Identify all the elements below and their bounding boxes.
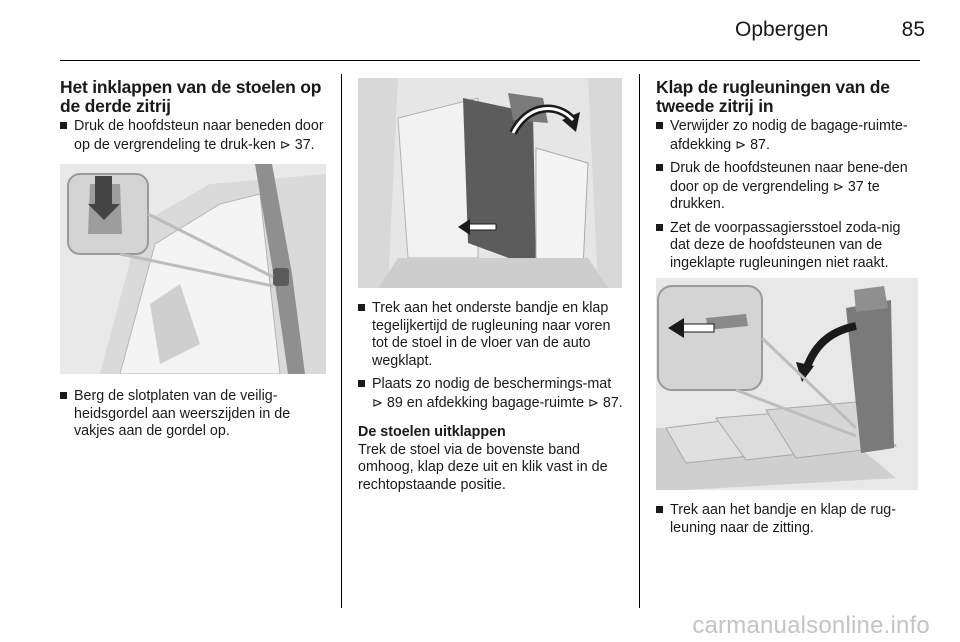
instruction-bullet bbox=[358, 376, 623, 412]
bullet-square-icon bbox=[656, 506, 663, 513]
column-3 bbox=[656, 78, 924, 543]
header-rule bbox=[60, 60, 920, 61]
bullet-square-icon bbox=[656, 224, 663, 231]
bullet-text: en afdekking bagage-ruimte bbox=[406, 394, 585, 411]
instruction-bullet bbox=[656, 502, 924, 537]
bullet-text: Trek aan het bandje en klap de rug-leuning naar de zitting. bbox=[670, 502, 896, 536]
bullet-text: Verwijder zo nodig de bagage-ruimte-afdekking bbox=[670, 118, 908, 153]
bullet-text: Druk de hoofdsteun naar beneden door op de vergrendeling te druk-ken bbox=[74, 118, 324, 153]
watermark: carmanualsonline.info bbox=[692, 612, 930, 639]
bullet-square-icon bbox=[358, 304, 365, 311]
section-heading-second-row: Klap de rugleuningen van de tweede zitrij in bbox=[656, 77, 890, 116]
page-reference-arrow-icon: ⊳ bbox=[588, 394, 599, 410]
page-reference-link[interactable]: 87. bbox=[750, 136, 770, 153]
bullet-text: te drukken. bbox=[670, 178, 880, 212]
bullet-text: Berg de slotplaten van de veilig-heidsgordel aan weerszijden in de vakjes aan de gordel op. bbox=[74, 388, 291, 439]
bullet-square-icon bbox=[60, 392, 67, 399]
bullet-text: Plaats zo nodig de beschermings-mat bbox=[372, 376, 612, 392]
second-row-folding-illustration bbox=[656, 278, 918, 490]
page-reference-link[interactable]: 89 bbox=[386, 394, 403, 411]
headrest-lock-illustration bbox=[60, 164, 326, 374]
instruction-bullet bbox=[656, 118, 924, 154]
instruction-bullet bbox=[656, 220, 924, 273]
page-reference-link[interactable]: 37 bbox=[847, 178, 864, 195]
page-reference-arrow-icon: ⊳ bbox=[735, 136, 747, 152]
page-header-title: Opbergen bbox=[735, 18, 829, 41]
section-heading-third-row: Het inklappen van de stoelen op de derde zitrij bbox=[60, 77, 322, 116]
bullet-square-icon bbox=[358, 380, 365, 387]
instruction-bullet bbox=[358, 300, 623, 370]
seat-folding-illustration bbox=[358, 78, 622, 288]
instruction-bullet bbox=[656, 160, 924, 214]
page-reference-arrow-icon: ⊳ bbox=[372, 394, 383, 410]
column-2 bbox=[358, 78, 623, 494]
bullet-square-icon bbox=[656, 122, 663, 129]
page-reference-arrow-icon: ⊳ bbox=[279, 136, 291, 152]
bullet-square-icon bbox=[60, 122, 67, 129]
subheading-unfold-seats: De stoelen uitklappen bbox=[358, 424, 506, 440]
column-divider-2 bbox=[639, 74, 640, 608]
instruction-bullet bbox=[60, 388, 330, 441]
bullet-text: Trek aan het onderste bandje en klap tegelijkertijd de rugleuning naar voren tot de stoel in de vloer van de auto wegklapt. bbox=[372, 300, 611, 369]
page-reference-link[interactable]: 87. bbox=[602, 394, 623, 411]
column-divider-1 bbox=[341, 74, 342, 608]
page-reference-link[interactable]: 37. bbox=[294, 136, 315, 153]
bullet-text: Druk de hoofdsteunen naar bene-den door op de vergrendeling bbox=[670, 160, 908, 195]
instruction-bullet bbox=[60, 118, 330, 154]
bullet-square-icon bbox=[656, 164, 663, 171]
page-number: 85 bbox=[901, 18, 925, 41]
unfold-paragraph: Trek de stoel via de bovenste band omhoog, klap deze uit en klik vast in de rechtopstaande positie. bbox=[358, 441, 608, 493]
column-1 bbox=[60, 78, 330, 447]
page-reference-arrow-icon: ⊳ bbox=[832, 178, 844, 194]
bullet-text: Zet de voorpassagiersstoel zoda-nig dat deze de hoofdsteunen van de ingeklapte rugleuningen niet raakt. bbox=[670, 219, 901, 271]
